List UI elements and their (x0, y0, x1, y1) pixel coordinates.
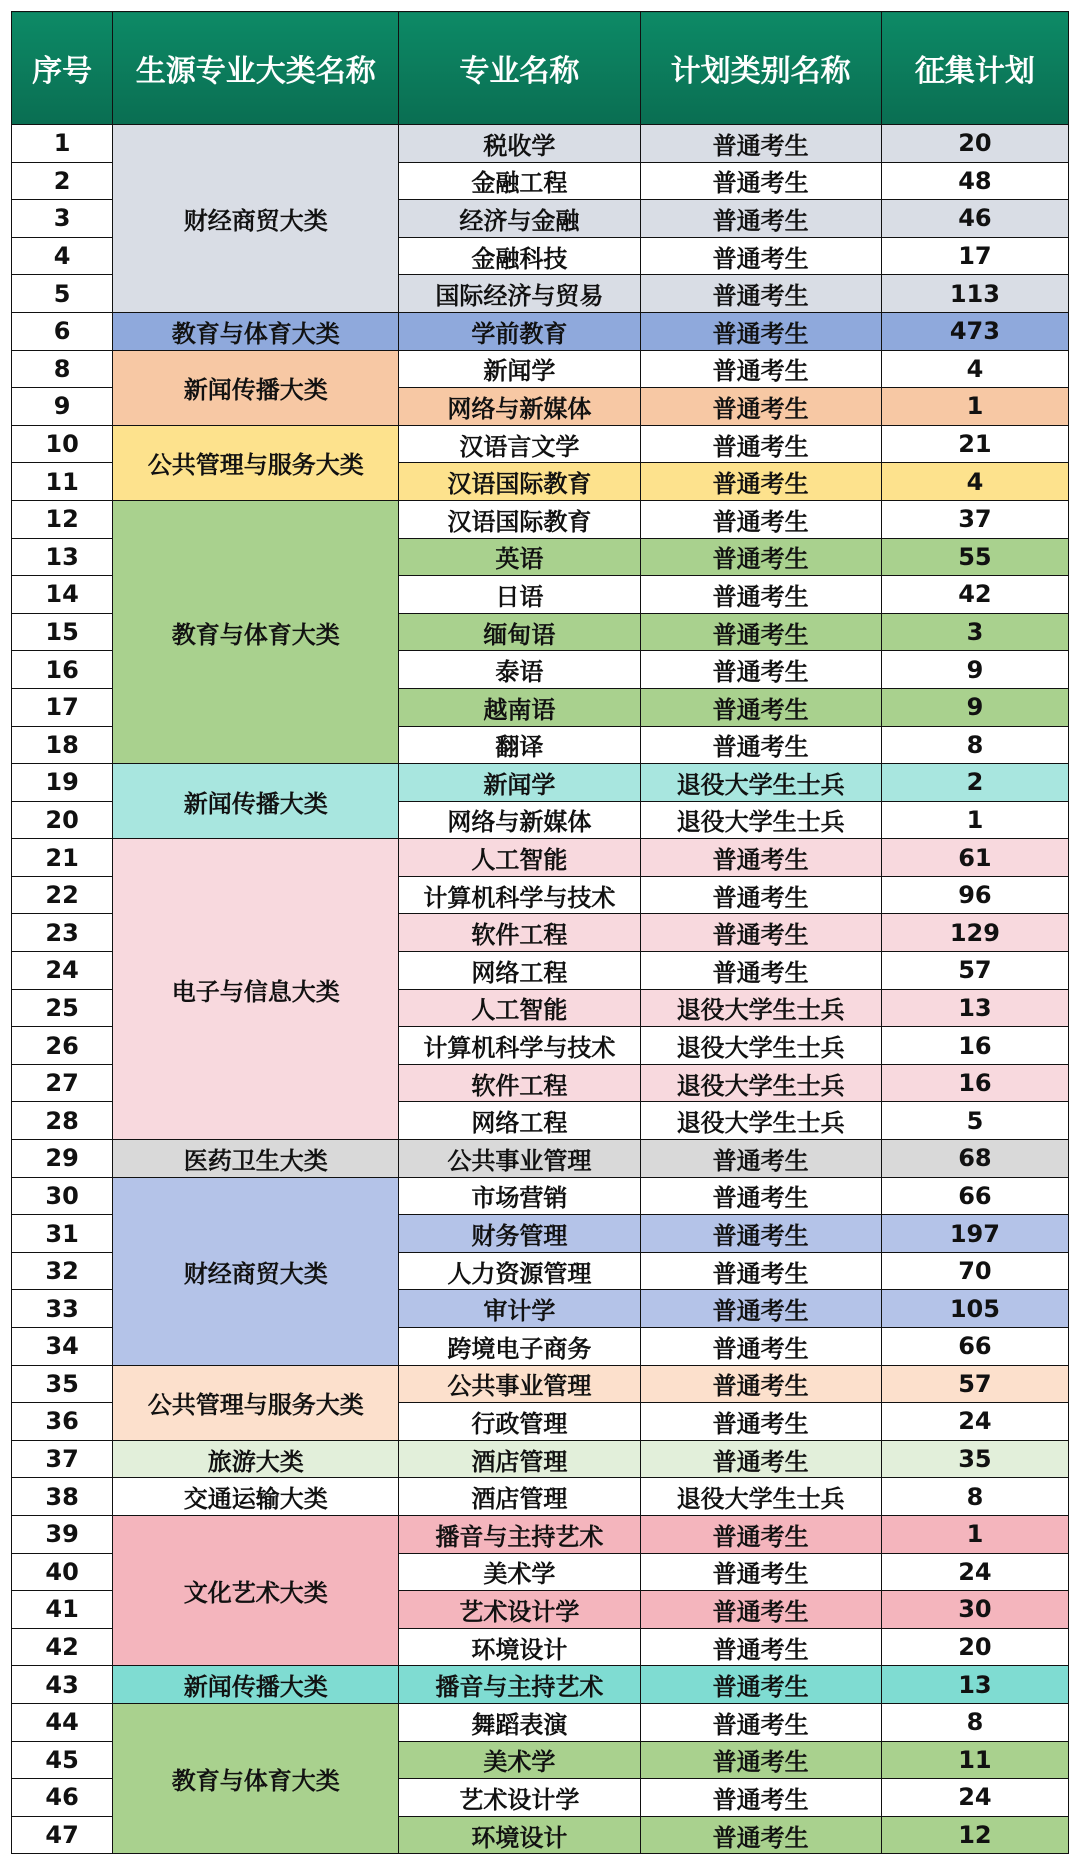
header-category: 生源专业大类名称 (113, 12, 399, 125)
table-row (12, 312, 1069, 350)
plan-type-cell: 普通考生 (640, 275, 881, 313)
count-cell: 9 (881, 688, 1068, 726)
plan-type-cell: 普通考生 (640, 1140, 881, 1178)
count-cell: 20 (881, 125, 1068, 163)
major-cell: 人工智能 (399, 989, 640, 1027)
count-cell: 46 (881, 200, 1068, 238)
serial-cell: 40 (12, 1553, 113, 1591)
plan-type-cell: 退役大学生士兵 (640, 1027, 881, 1065)
plan-type-cell: 普通考生 (640, 1628, 881, 1666)
major-cell: 泰语 (399, 651, 640, 689)
plan-type-cell: 普通考生 (640, 914, 881, 952)
serial-cell: 19 (12, 764, 113, 802)
plan-type-cell: 普通考生 (640, 1365, 881, 1403)
count-cell: 8 (881, 1703, 1068, 1741)
plan-type-cell: 普通考生 (640, 1515, 881, 1553)
count-cell: 48 (881, 162, 1068, 200)
count-cell: 42 (881, 576, 1068, 614)
serial-cell: 6 (12, 312, 113, 350)
count-cell: 55 (881, 538, 1068, 576)
serial-cell: 37 (12, 1440, 113, 1478)
header-major: 专业名称 (399, 12, 640, 125)
major-cell: 软件工程 (399, 1064, 640, 1102)
category-cell: 教育与体育大类 (113, 312, 399, 350)
serial-cell: 32 (12, 1252, 113, 1290)
major-cell: 英语 (399, 538, 640, 576)
table-row (12, 425, 1069, 463)
plan-type-cell: 普通考生 (640, 425, 881, 463)
serial-cell: 31 (12, 1215, 113, 1253)
plan-type-cell: 普通考生 (640, 1816, 881, 1854)
major-cell: 人工智能 (399, 839, 640, 877)
plan-type-cell: 普通考生 (640, 1252, 881, 1290)
major-cell: 市场营销 (399, 1177, 640, 1215)
major-cell: 新闻学 (399, 350, 640, 388)
table-row (12, 500, 1069, 538)
count-cell: 24 (881, 1553, 1068, 1591)
category-cell: 财经商贸大类 (113, 1177, 399, 1365)
serial-cell: 23 (12, 914, 113, 952)
plan-type-cell: 普通考生 (640, 1779, 881, 1817)
count-cell: 3 (881, 613, 1068, 651)
serial-cell: 44 (12, 1703, 113, 1741)
major-cell: 艺术设计学 (399, 1591, 640, 1629)
plan-type-cell: 普通考生 (640, 538, 881, 576)
enrollment-plan-table (11, 11, 1069, 1854)
plan-type-cell: 退役大学生士兵 (640, 801, 881, 839)
major-cell: 播音与主持艺术 (399, 1515, 640, 1553)
category-cell: 公共管理与服务大类 (113, 425, 399, 500)
count-cell: 129 (881, 914, 1068, 952)
major-cell: 新闻学 (399, 764, 640, 802)
serial-cell: 8 (12, 350, 113, 388)
category-cell: 交通运输大类 (113, 1478, 399, 1516)
plan-type-cell: 普通考生 (640, 312, 881, 350)
serial-cell: 30 (12, 1177, 113, 1215)
count-cell: 68 (881, 1140, 1068, 1178)
serial-cell: 12 (12, 500, 113, 538)
count-cell: 4 (881, 463, 1068, 501)
major-cell: 酒店管理 (399, 1478, 640, 1516)
count-cell: 24 (881, 1779, 1068, 1817)
serial-cell: 16 (12, 651, 113, 689)
major-cell: 学前教育 (399, 312, 640, 350)
count-cell: 11 (881, 1741, 1068, 1779)
category-cell: 电子与信息大类 (113, 839, 399, 1140)
serial-cell: 42 (12, 1628, 113, 1666)
major-cell: 舞蹈表演 (399, 1703, 640, 1741)
count-cell: 105 (881, 1290, 1068, 1328)
major-cell: 行政管理 (399, 1403, 640, 1441)
serial-cell: 43 (12, 1666, 113, 1704)
plan-type-cell: 普通考生 (640, 726, 881, 764)
plan-type-cell: 普通考生 (640, 388, 881, 426)
serial-cell: 4 (12, 237, 113, 275)
count-cell: 5 (881, 1102, 1068, 1140)
serial-cell: 17 (12, 688, 113, 726)
serial-cell: 45 (12, 1741, 113, 1779)
count-cell: 13 (881, 1666, 1068, 1704)
plan-type-cell: 普通考生 (640, 1666, 881, 1704)
category-cell: 财经商贸大类 (113, 125, 399, 313)
major-cell: 酒店管理 (399, 1440, 640, 1478)
major-cell: 网络工程 (399, 1102, 640, 1140)
plan-type-cell: 普通考生 (640, 651, 881, 689)
major-cell: 美术学 (399, 1553, 640, 1591)
count-cell: 57 (881, 1365, 1068, 1403)
serial-cell: 26 (12, 1027, 113, 1065)
serial-cell: 46 (12, 1779, 113, 1817)
major-cell: 金融工程 (399, 162, 640, 200)
major-cell: 网络工程 (399, 952, 640, 990)
plan-type-cell: 普通考生 (640, 463, 881, 501)
plan-type-cell: 普通考生 (640, 237, 881, 275)
major-cell: 计算机科学与技术 (399, 1027, 640, 1065)
major-cell: 经济与金融 (399, 200, 640, 238)
count-cell: 16 (881, 1064, 1068, 1102)
table-row (12, 764, 1069, 802)
serial-cell: 1 (12, 125, 113, 163)
plan-type-cell: 普通考生 (640, 1215, 881, 1253)
serial-cell: 14 (12, 576, 113, 614)
serial-cell: 18 (12, 726, 113, 764)
plan-type-cell: 普通考生 (640, 1403, 881, 1441)
count-cell: 2 (881, 764, 1068, 802)
major-cell: 环境设计 (399, 1628, 640, 1666)
header-count: 征集计划 (881, 12, 1068, 125)
plan-type-cell: 普通考生 (640, 1703, 881, 1741)
table-row (12, 1703, 1069, 1741)
major-cell: 金融科技 (399, 237, 640, 275)
major-cell: 税收学 (399, 125, 640, 163)
category-cell: 医药卫生大类 (113, 1140, 399, 1178)
count-cell: 37 (881, 500, 1068, 538)
count-cell: 12 (881, 1816, 1068, 1854)
count-cell: 57 (881, 952, 1068, 990)
plan-type-cell: 普通考生 (640, 1741, 881, 1779)
plan-type-cell: 普通考生 (640, 688, 881, 726)
category-cell: 新闻传播大类 (113, 764, 399, 839)
major-cell: 网络与新媒体 (399, 801, 640, 839)
table-row (12, 1478, 1069, 1516)
serial-cell: 39 (12, 1515, 113, 1553)
category-cell: 教育与体育大类 (113, 500, 399, 763)
count-cell: 8 (881, 1478, 1068, 1516)
plan-type-cell: 普通考生 (640, 876, 881, 914)
plan-type-cell: 普通考生 (640, 1177, 881, 1215)
major-cell: 软件工程 (399, 914, 640, 952)
serial-cell: 13 (12, 538, 113, 576)
plan-type-cell: 普通考生 (640, 839, 881, 877)
table-row (12, 1177, 1069, 1215)
serial-cell: 36 (12, 1403, 113, 1441)
serial-cell: 29 (12, 1140, 113, 1178)
count-cell: 24 (881, 1403, 1068, 1441)
count-cell: 113 (881, 275, 1068, 313)
serial-cell: 11 (12, 463, 113, 501)
plan-type-cell: 普通考生 (640, 1553, 881, 1591)
serial-cell: 35 (12, 1365, 113, 1403)
count-cell: 1 (881, 388, 1068, 426)
table-row (12, 350, 1069, 388)
serial-cell: 2 (12, 162, 113, 200)
plan-type-cell: 普通考生 (640, 1328, 881, 1366)
serial-cell: 10 (12, 425, 113, 463)
plan-type-cell: 普通考生 (640, 1440, 881, 1478)
count-cell: 30 (881, 1591, 1068, 1629)
major-cell: 汉语国际教育 (399, 500, 640, 538)
plan-type-cell: 退役大学生士兵 (640, 1478, 881, 1516)
major-cell: 艺术设计学 (399, 1779, 640, 1817)
major-cell: 财务管理 (399, 1215, 640, 1253)
major-cell: 计算机科学与技术 (399, 876, 640, 914)
major-cell: 国际经济与贸易 (399, 275, 640, 313)
count-cell: 9 (881, 651, 1068, 689)
header-plan-type: 计划类别名称 (640, 12, 881, 125)
table-row (12, 1440, 1069, 1478)
header-row (12, 12, 1069, 125)
plan-type-cell: 普通考生 (640, 125, 881, 163)
count-cell: 61 (881, 839, 1068, 877)
major-cell: 汉语言文学 (399, 425, 640, 463)
serial-cell: 3 (12, 200, 113, 238)
count-cell: 96 (881, 876, 1068, 914)
major-cell: 公共事业管理 (399, 1140, 640, 1178)
plan-type-cell: 普通考生 (640, 350, 881, 388)
table-row (12, 1666, 1069, 1704)
serial-cell: 9 (12, 388, 113, 426)
major-cell: 网络与新媒体 (399, 388, 640, 426)
table-row (12, 839, 1069, 877)
plan-type-cell: 普通考生 (640, 613, 881, 651)
table-row (12, 1140, 1069, 1178)
plan-type-cell: 普通考生 (640, 1290, 881, 1328)
plan-type-cell: 普通考生 (640, 200, 881, 238)
serial-cell: 24 (12, 952, 113, 990)
major-cell: 汉语国际教育 (399, 463, 640, 501)
category-cell: 教育与体育大类 (113, 1703, 399, 1853)
category-cell: 旅游大类 (113, 1440, 399, 1478)
major-cell: 日语 (399, 576, 640, 614)
plan-type-cell: 普通考生 (640, 162, 881, 200)
count-cell: 473 (881, 312, 1068, 350)
serial-cell: 41 (12, 1591, 113, 1629)
major-cell: 环境设计 (399, 1816, 640, 1854)
count-cell: 1 (881, 1515, 1068, 1553)
major-cell: 审计学 (399, 1290, 640, 1328)
major-cell: 公共事业管理 (399, 1365, 640, 1403)
serial-cell: 28 (12, 1102, 113, 1140)
count-cell: 35 (881, 1440, 1068, 1478)
plan-type-cell: 普通考生 (640, 500, 881, 538)
plan-type-cell: 退役大学生士兵 (640, 989, 881, 1027)
header-serial: 序号 (12, 12, 113, 125)
plan-type-cell: 普通考生 (640, 576, 881, 614)
major-cell: 人力资源管理 (399, 1252, 640, 1290)
serial-cell: 21 (12, 839, 113, 877)
serial-cell: 27 (12, 1064, 113, 1102)
count-cell: 70 (881, 1252, 1068, 1290)
count-cell: 197 (881, 1215, 1068, 1253)
serial-cell: 25 (12, 989, 113, 1027)
count-cell: 16 (881, 1027, 1068, 1065)
serial-cell: 38 (12, 1478, 113, 1516)
category-cell: 新闻传播大类 (113, 350, 399, 425)
serial-cell: 34 (12, 1328, 113, 1366)
count-cell: 13 (881, 989, 1068, 1027)
category-cell: 公共管理与服务大类 (113, 1365, 399, 1440)
category-cell: 文化艺术大类 (113, 1515, 399, 1665)
count-cell: 66 (881, 1177, 1068, 1215)
count-cell: 8 (881, 726, 1068, 764)
serial-cell: 47 (12, 1816, 113, 1854)
serial-cell: 20 (12, 801, 113, 839)
plan-type-cell: 退役大学生士兵 (640, 1102, 881, 1140)
serial-cell: 5 (12, 275, 113, 313)
table-body (12, 125, 1069, 1854)
major-cell: 播音与主持艺术 (399, 1666, 640, 1704)
plan-type-cell: 普通考生 (640, 952, 881, 990)
count-cell: 17 (881, 237, 1068, 275)
count-cell: 4 (881, 350, 1068, 388)
serial-cell: 15 (12, 613, 113, 651)
plan-type-cell: 退役大学生士兵 (640, 1064, 881, 1102)
count-cell: 1 (881, 801, 1068, 839)
count-cell: 66 (881, 1328, 1068, 1366)
major-cell: 缅甸语 (399, 613, 640, 651)
major-cell: 越南语 (399, 688, 640, 726)
table-row (12, 1365, 1069, 1403)
plan-type-cell: 普通考生 (640, 1591, 881, 1629)
major-cell: 跨境电子商务 (399, 1328, 640, 1366)
major-cell: 翻译 (399, 726, 640, 764)
count-cell: 21 (881, 425, 1068, 463)
table-row (12, 1515, 1069, 1553)
count-cell: 20 (881, 1628, 1068, 1666)
table-row (12, 125, 1069, 163)
category-cell: 新闻传播大类 (113, 1666, 399, 1704)
serial-cell: 22 (12, 876, 113, 914)
plan-type-cell: 退役大学生士兵 (640, 764, 881, 802)
major-cell: 美术学 (399, 1741, 640, 1779)
serial-cell: 33 (12, 1290, 113, 1328)
